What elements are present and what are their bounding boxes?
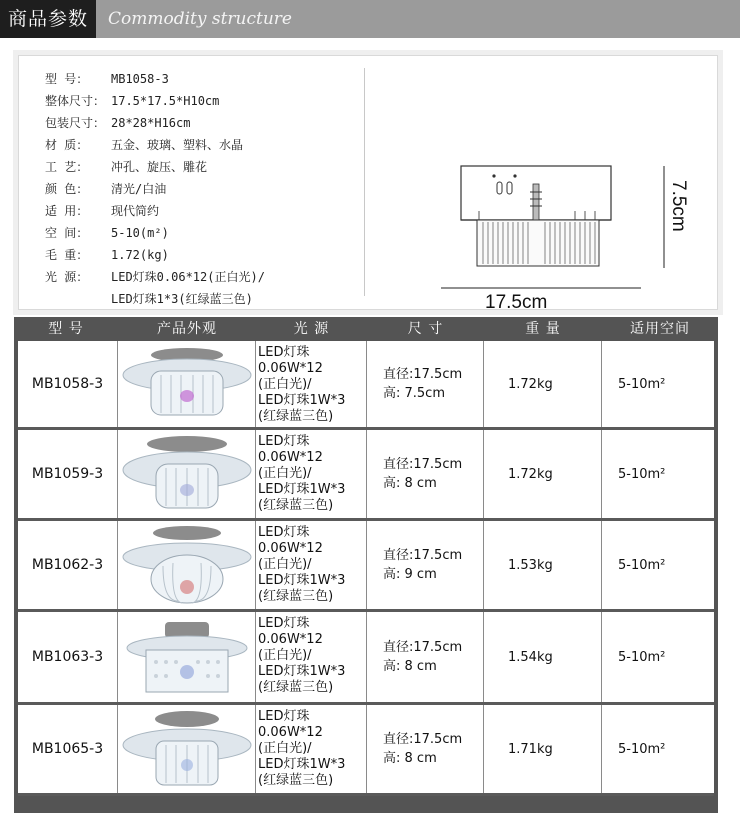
section-header	[0, 0, 740, 38]
spec-row	[45, 266, 265, 288]
table-footer	[14, 799, 718, 813]
light-line: (红绿蓝三色)	[258, 773, 334, 788]
spec-label: 材 质：	[45, 138, 89, 152]
table-row	[18, 341, 714, 430]
lamp-photo	[118, 705, 256, 793]
spec-row	[45, 68, 265, 90]
light-line: 0.06W*12	[258, 725, 323, 740]
light-line: (红绿蓝三色)	[258, 498, 334, 513]
header-size: 尺 寸	[407, 321, 444, 337]
size-height: 高: 9 cm	[383, 567, 437, 582]
cell-light-source	[256, 705, 367, 793]
cell-space: 5-10m²	[618, 649, 666, 665]
light-line: LED灯珠1W*3	[258, 393, 346, 408]
header-space: 适用空间	[630, 321, 690, 337]
cell-space: 5-10m²	[618, 557, 666, 573]
cell-size	[367, 705, 484, 793]
light-line: LED灯珠1W*3	[258, 573, 346, 588]
light-line: (红绿蓝三色)	[258, 409, 334, 424]
light-line: LED灯珠1W*3	[258, 664, 346, 679]
cell-light-source	[256, 341, 367, 427]
header-appearance: 产品外观	[157, 321, 217, 337]
light-line: LED灯珠	[258, 525, 310, 540]
size-height: 高: 8 cm	[383, 659, 437, 674]
cell-weight: 1.53kg	[484, 521, 602, 609]
header-model: 型 号	[48, 321, 84, 337]
spec-value: 现代简约	[111, 204, 160, 218]
table-body	[18, 341, 714, 796]
size-height: 高: 8 cm	[383, 476, 437, 491]
header-weight: 重 量	[525, 321, 561, 337]
spec-label: 适 用：	[45, 204, 89, 218]
spec-list	[45, 68, 265, 310]
cell-weight: 1.72kg	[484, 341, 602, 427]
light-line: 0.06W*12	[258, 361, 323, 376]
dimension-drawing	[399, 96, 699, 313]
spec-label: 工 艺：	[45, 160, 89, 174]
spec-row	[45, 178, 265, 200]
lamp-side-view	[399, 96, 699, 296]
size-height: 高: 8 cm	[383, 751, 437, 766]
cell-light-source	[256, 612, 367, 702]
table-row	[18, 612, 714, 705]
light-line: LED灯珠1W*3	[258, 482, 346, 497]
size-height: 高: 7.5cm	[383, 386, 445, 401]
lamp-photo	[118, 521, 256, 609]
light-line: 0.06W*12	[258, 450, 323, 465]
section-subtitle: Commodity structure	[108, 9, 292, 29]
table-header	[14, 317, 718, 341]
cell-weight: 1.54kg	[484, 612, 602, 702]
spec-value: LED灯珠0.06*12(正白光)/	[111, 270, 265, 284]
cell-light-source	[256, 521, 367, 609]
table-row	[18, 705, 714, 796]
spec-value: 冲孔、旋压、雕花	[111, 160, 208, 174]
spec-row	[45, 90, 265, 112]
spec-label: 毛 重：	[45, 248, 89, 262]
light-line: 0.06W*12	[258, 632, 323, 647]
spec-value: 5-10(m²)	[111, 226, 169, 240]
light-line: LED灯珠	[258, 709, 310, 724]
light-line: (正白光)/	[258, 557, 312, 572]
section-tab-title: 商品参数	[0, 0, 96, 38]
spec-value: 1.72(kg)	[111, 248, 169, 262]
light-line: LED灯珠	[258, 434, 310, 449]
spec-label: 整体尺寸：	[45, 94, 106, 108]
product-table	[14, 317, 718, 813]
spec-label: 空 间：	[45, 226, 89, 240]
size-diameter: 直径:17.5cm	[383, 640, 463, 655]
light-line: LED灯珠1W*3	[258, 757, 346, 772]
cell-weight: 1.72kg	[484, 430, 602, 518]
spec-card	[18, 55, 718, 313]
table-row	[18, 521, 714, 612]
table-row	[18, 430, 714, 521]
spec-label: 包装尺寸：	[45, 116, 106, 130]
cell-product-image	[118, 705, 256, 793]
light-line: (正白光)/	[258, 648, 312, 663]
spec-row	[45, 222, 265, 244]
header-light-source: 光 源	[293, 321, 330, 337]
light-line: (正白光)/	[258, 466, 312, 481]
cell-model: MB1065-3	[18, 705, 118, 793]
spec-label: 型 号：	[45, 72, 89, 86]
cell-model: MB1063-3	[18, 612, 118, 702]
cell-size	[367, 612, 484, 702]
spec-row	[45, 112, 265, 134]
cell-size	[367, 521, 484, 609]
lamp-photo	[118, 612, 256, 702]
cell-light-source	[256, 430, 367, 518]
cell-model: MB1059-3	[18, 430, 118, 518]
spec-label: 颜 色：	[45, 182, 89, 196]
cell-model: MB1058-3	[18, 341, 118, 427]
cell-weight: 1.71kg	[484, 705, 602, 793]
light-line: (正白光)/	[258, 741, 312, 756]
lamp-photo	[118, 430, 256, 518]
size-diameter: 直径:17.5cm	[383, 548, 463, 563]
cell-space: 5-10m²	[618, 466, 666, 482]
spec-value: MB1058-3	[111, 72, 169, 86]
spec-row	[45, 200, 265, 222]
card-divider	[364, 68, 365, 296]
spec-value: 五金、玻璃、塑料、水晶	[111, 138, 244, 152]
cell-space: 5-10m²	[618, 376, 666, 392]
cell-product-image	[118, 521, 256, 609]
light-line: (红绿蓝三色)	[258, 589, 334, 604]
light-line: LED灯珠	[258, 616, 310, 631]
light-line: 0.06W*12	[258, 541, 323, 556]
cell-product-image	[118, 430, 256, 518]
spec-value: 17.5*17.5*H10cm	[111, 94, 220, 108]
cell-product-image	[118, 612, 256, 702]
spec-row-continuation	[45, 288, 265, 310]
light-line: (红绿蓝三色)	[258, 680, 334, 695]
light-line: LED灯珠	[258, 345, 310, 360]
size-diameter: 直径:17.5cm	[383, 732, 463, 747]
spec-value: 28*28*H16cm	[111, 116, 191, 130]
cell-space: 5-10m²	[618, 741, 666, 757]
spec-label: 光 源：	[45, 270, 89, 284]
size-diameter: 直径:17.5cm	[383, 457, 463, 472]
spec-row	[45, 134, 265, 156]
lamp-photo	[118, 341, 256, 427]
width-dimension-label: 17.5cm	[485, 292, 548, 313]
light-line: (正白光)/	[258, 377, 312, 392]
spec-row	[45, 244, 265, 266]
spec-value: 清光/白油	[111, 182, 167, 196]
cell-size	[367, 341, 484, 427]
size-diameter: 直径:17.5cm	[383, 367, 463, 382]
spec-row	[45, 156, 265, 178]
cell-size	[367, 430, 484, 518]
cell-model: MB1062-3	[18, 521, 118, 609]
cell-product-image	[118, 341, 256, 427]
height-dimension-label: 7.5cm	[668, 180, 689, 232]
spec-value: LED灯珠1*3(红绿蓝三色)	[111, 292, 253, 306]
